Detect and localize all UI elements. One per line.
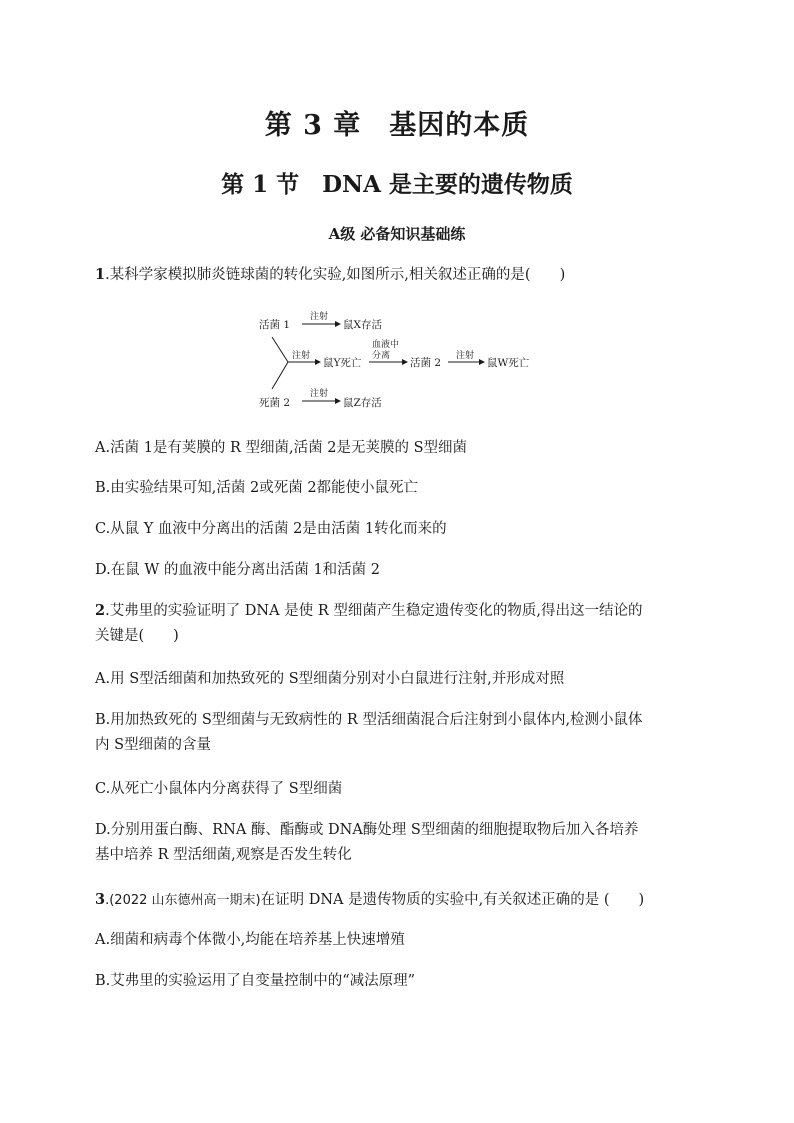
option-d-line1: D.分别用蛋白酶、RNA 酶、酯酶或 DNA酶处理 S型细菌的细胞提取物后加入各培养: [95, 822, 639, 838]
question-source: .(2022 山东德州高一期末): [105, 893, 261, 908]
transformation-diagram: [250, 305, 550, 415]
question-number: 2: [95, 602, 106, 619]
label-dead-bacteria-2: 死菌 2: [259, 397, 291, 409]
label-mouse-y: 鼠Y死亡: [323, 357, 362, 369]
label-mouse-w: 鼠W死亡: [487, 357, 530, 369]
label-inject: 注射: [292, 351, 311, 361]
level-heading: A级 必备知识基础练: [328, 225, 466, 243]
question-1: [95, 262, 715, 288]
option-d-line2: 基中培养 R 型活细菌,观察是否发生转化: [95, 847, 352, 863]
option-c: C.从死亡小鼠体内分离获得了 S型细菌: [95, 781, 343, 797]
question-text: .某科学家模拟肺炎链球菌的转化实验,如图所示,相关叙述正确的是( ): [105, 267, 566, 283]
option-b-line1: B.用加热致死的 S型细菌与无致病性的 R 型活细菌混合后注射到小鼠体内,检测小鼠体: [95, 712, 643, 728]
label-inject: 注射: [310, 389, 329, 399]
option-a: A.活菌 1是有荚膜的 R 型细菌,活菌 2是无荚膜的 S型细菌: [95, 440, 468, 456]
question-text-cont: 关键是( ): [95, 628, 179, 644]
chapter-title: 第 3 章 基因的本质: [264, 110, 530, 141]
section-title: 第 1 节 DNA 是主要的遗传物质: [221, 171, 573, 198]
option-c: C.从鼠 Y 血液中分离出的活菌 2是由活菌 1转化而来的: [95, 521, 447, 537]
label-blood: 血液中: [372, 340, 400, 350]
question-text: 在证明 DNA 是遗传物质的实验中,有关叙述正确的是 ( ): [260, 892, 645, 908]
label-live-bacteria-2: 活菌 2: [410, 357, 442, 369]
label-inject: 注射: [456, 351, 475, 361]
question-number: 1: [95, 266, 106, 283]
option-b-line2: 内 S型细菌的含量: [95, 737, 212, 753]
label-mouse-x: 鼠X存活: [343, 319, 382, 331]
label-mouse-z: 鼠Z存活: [343, 397, 382, 409]
option-a: A.细菌和病毒个体微小,均能在培养基上快速增殖: [95, 932, 405, 948]
option-b: [95, 708, 715, 758]
question-2: [95, 598, 715, 649]
label-live-bacteria-1: 活菌 1: [259, 319, 291, 331]
option-b: B.由实验结果可知,活菌 2或死菌 2都能使小鼠死亡: [95, 480, 419, 496]
question-3: [95, 887, 715, 913]
option-d: D.在鼠 W 的血液中能分离出活菌 1和活菌 2: [95, 562, 381, 578]
option-b: B.艾弗里的实验运用了自变量控制中的“减法原理”: [95, 973, 416, 989]
label-separate: 分离: [372, 351, 391, 361]
question-text: .艾弗里的实验证明了 DNA 是使 R 型细菌产生稳定遗传变化的物质,得出这一结论的: [105, 603, 643, 619]
question-number: 3: [95, 891, 106, 908]
option-d: [95, 818, 715, 868]
branch-line-top: [272, 337, 288, 362]
branch-line-bottom: [272, 362, 288, 389]
option-a: A.用 S型活细菌和加热致死的 S型细菌分别对小白鼠进行注射,并形成对照: [95, 671, 565, 687]
label-inject: 注射: [310, 312, 329, 322]
